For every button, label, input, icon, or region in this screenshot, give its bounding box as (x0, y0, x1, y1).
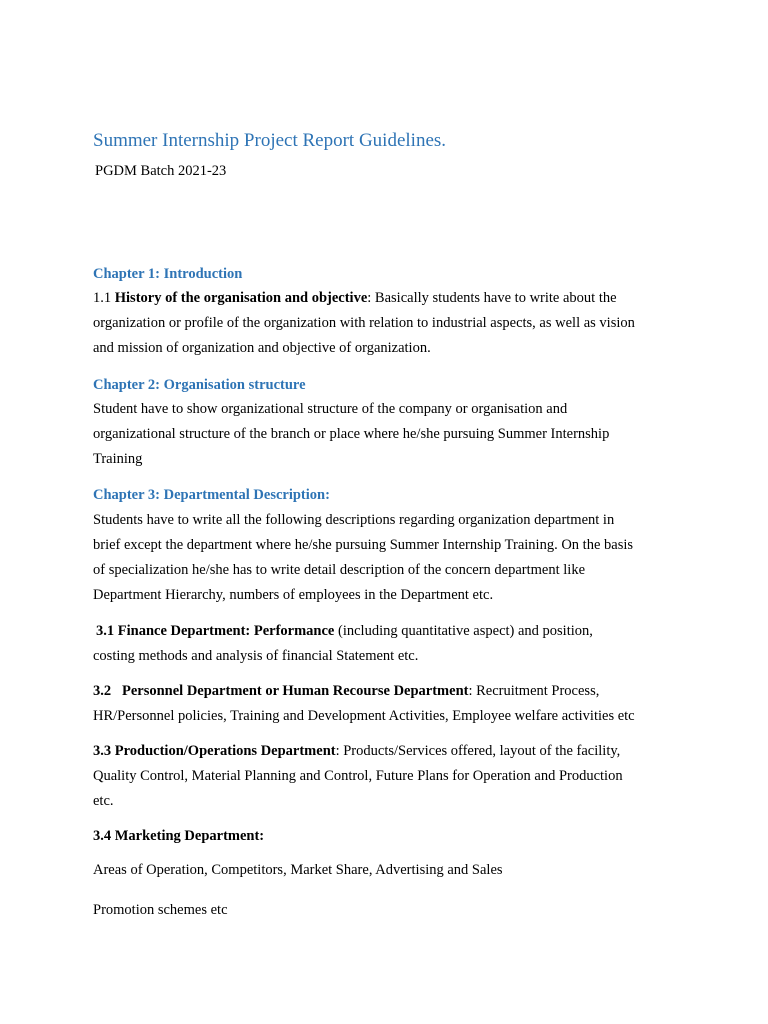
section-3-1-paragraph (93, 619, 686, 669)
section-3-1-text: (including quantitative aspect) and position, (334, 623, 593, 639)
chapter-1-line-3: and mission of organization and objective of organization. (93, 340, 431, 356)
chapter-2-line-2: organizational structure of the branch or place where he/she pursuing Summer Internship (93, 426, 610, 442)
chapter-3-line-2: brief except the department where he/she pursuing Summer Internship Training. On the basis (93, 537, 634, 553)
item-1-1-heading: History of the organisation and objective (114, 290, 368, 306)
document-title: Summer Internship Project Report Guidelines. (93, 130, 447, 151)
document-subtitle: PGDM Batch 2021-23 (95, 163, 227, 179)
item-1-1-number: 1.1 (93, 290, 115, 306)
section-3-1-line-1 (96, 619, 686, 644)
section-3-2-text: : Recruitment Process, (468, 683, 600, 699)
section-3-3-line-1 (93, 739, 683, 764)
section-3-3-line-3: etc. (93, 793, 114, 809)
section-3-4-line-2-block (93, 898, 683, 923)
section-3-3-heading: 3.3 Production/Operations Department (93, 743, 336, 759)
section-3-2-heading: 3.2 Personnel Department or Human Recourse Department (93, 683, 469, 699)
section-3-2-line-2: HR/Personnel policies, Training and Development Activities, Employee welfare activities etc (93, 708, 635, 724)
item-1-1-text: : Basically students have to write about the (367, 290, 617, 306)
section-3-4-line-2: Promotion schemes etc (93, 902, 228, 918)
chapter-3-heading: Chapter 3: Departmental Description: (93, 487, 330, 503)
chapter-3-line-3: of specialization he/she has to write detail description of the concern department like (93, 562, 586, 578)
chapter-1-line-1 (93, 286, 683, 311)
chapter-3-line-4: Department Hierarchy, numbers of employees in the Department etc. (93, 587, 494, 603)
chapter-1-heading: Chapter 1: Introduction (93, 266, 243, 282)
section-3-1-heading: 3.1 Finance Department: Performance (96, 623, 335, 639)
section-3-3-text: : Products/Services offered, layout of the facility, (335, 743, 621, 759)
chapter-3-line-1: Students have to write all the following descriptions regarding organization department in (93, 512, 615, 528)
section-3-1-line-2: costing methods and analysis of financial Statement etc. (93, 648, 419, 664)
section-3-4-line-1-block (93, 858, 683, 883)
chapter-1-paragraph (93, 286, 683, 361)
section-3-3-paragraph (93, 739, 683, 814)
section-3-3-line-2: Quality Control, Material Planning and Control, Future Plans for Operation and Production (93, 768, 623, 784)
section-3-4-line-1: Areas of Operation, Competitors, Market Share, Advertising and Sales (93, 862, 503, 878)
section-3-4-heading-block (93, 824, 683, 849)
chapter-2-line-1: Student have to show organizational structure of the company or organisation and (93, 401, 568, 417)
chapter-2-paragraph (93, 397, 683, 472)
chapter-1-line-2: organization or profile of the organization with relation to industrial aspects, as well as vision (93, 315, 635, 331)
chapter-2-line-3: Training (93, 451, 143, 467)
section-3-4-heading: 3.4 Marketing Department: (93, 828, 265, 844)
section-3-2-line-1 (93, 679, 683, 704)
section-3-2-paragraph (93, 679, 683, 729)
chapter-3-paragraph (93, 508, 683, 608)
chapter-2-heading: Chapter 2: Organisation structure (93, 377, 306, 393)
